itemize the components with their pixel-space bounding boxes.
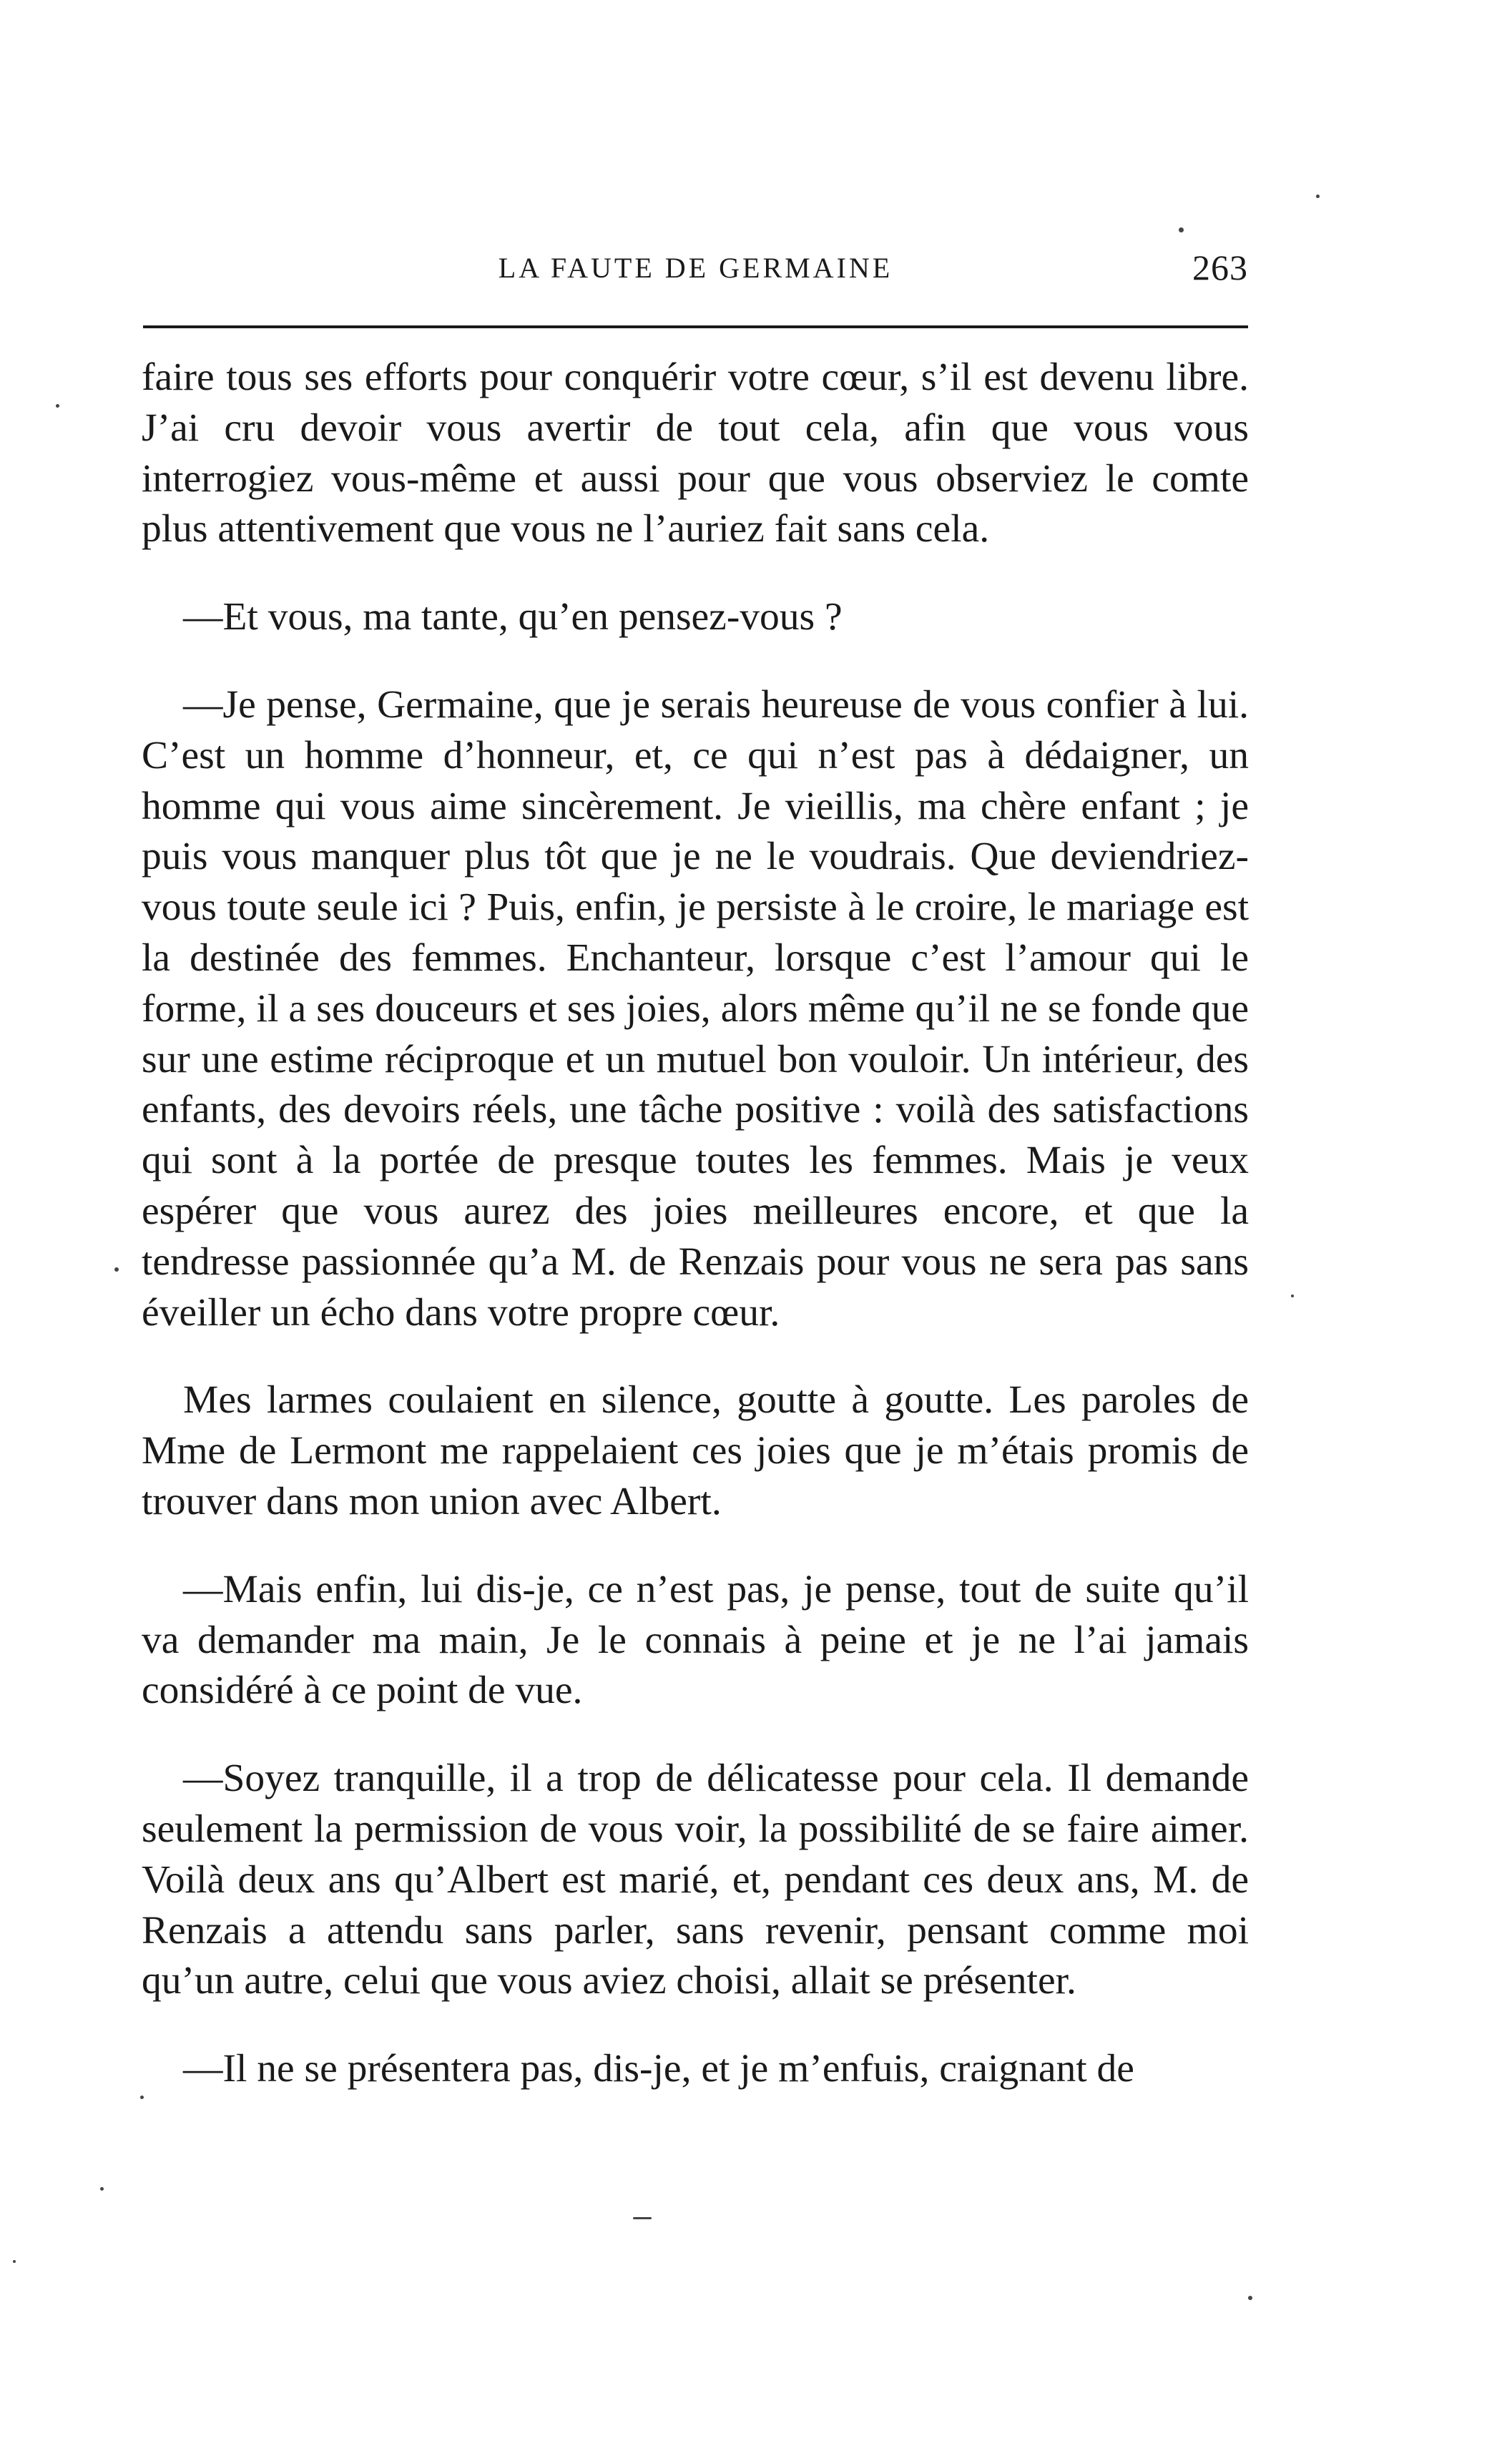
paragraph-continuation: faire tous ses efforts pour conquérir votre cœur, s’il est devenu libre. J’ai cru devoir vous avertir de tout cela, afin que vous vous interrogiez vous-même et aussi pour que vous observiez le comte plus attentivement que vous ne l’auriez fait sans cela.	[142, 355, 1249, 551]
body-text	[142, 353, 1249, 2095]
scan-speck	[56, 404, 59, 408]
page-number: 263	[1192, 247, 1248, 288]
paragraph-dialogue: —Mais enfin, lui dis-je, ce n’est pas, je pense, tout de suite qu’il va demander ma main, Je le connais à peine et je ne l’ai jamais considéré à ce point de vue.	[142, 1567, 1249, 1713]
scan-speck	[1248, 2296, 1252, 2300]
scan-speck	[1179, 227, 1184, 232]
header-rule	[143, 325, 1248, 328]
paragraph-dialogue: —Je pense, Germaine, que je serais heureuse de vous confier à lui. C’est un homme d’honneur, et, ce qui n’est pas à dédaigner, un homme qui vous aime sincèrement. Je vieillis, ma chère enfant ; je puis vous manquer plus tôt que je ne le voudrais. Que deviendriez-vous toute seule ici ? Puis, enfin, je persiste à le croire, le mariage est la destinée des femmes. Enchanteur, lorsque c’est l’amour qui le forme, il a ses douceurs et ses joies, alors même qu’il ne se fonde que sur une estime réciproque et un mutuel bon vouloir. Un intérieur, des enfants, des devoirs réels, une tâche positive : voilà des satisfactions qui sont à la portée de presque toutes les femmes. Mais je veux espérer que vous aurez des joies meilleures encore, et que la tendresse passionnée qu’a M. de Renzais pour vous ne sera pas sans éveiller un écho dans votre propre cœur.	[142, 682, 1249, 1335]
paragraph-narration: Mes larmes coulaient en silence, goutte à goutte. Les paroles de Mme de Lermont me rappelaient ces joies que je m’étais promis de trouver dans mon union avec Albert.	[142, 1378, 1249, 1523]
scan-speck	[100, 2187, 104, 2191]
scan-speck	[13, 2260, 16, 2263]
scan-speck	[633, 2217, 652, 2219]
running-title: LA FAUTE DE GERMAINE	[498, 252, 893, 284]
scan-speck	[140, 2096, 144, 2099]
scan-speck	[114, 1267, 119, 1272]
paragraph-dialogue: —Il ne se présentera pas, dis-je, et je m’enfuis, craignant de	[183, 2047, 1134, 2091]
scan-speck	[1316, 195, 1320, 198]
paragraph-dialogue: —Et vous, ma tante, qu’en pensez-vous ?	[183, 595, 843, 639]
scan-speck	[1291, 1295, 1294, 1297]
running-head	[143, 247, 1248, 290]
paragraph-dialogue: —Soyez tranquille, il a trop de délicatesse pour cela. Il demande seulement la permission de vous voir, la possibilité de se faire aimer. Voilà deux ans qu’Albert est marié, et, pendant ces deux ans, M. de Renzais a attendu sans parler, sans revenir, pensant comme moi qu’un autre, celui que vous aviez choisi, allait se présenter.	[142, 1757, 1249, 2003]
